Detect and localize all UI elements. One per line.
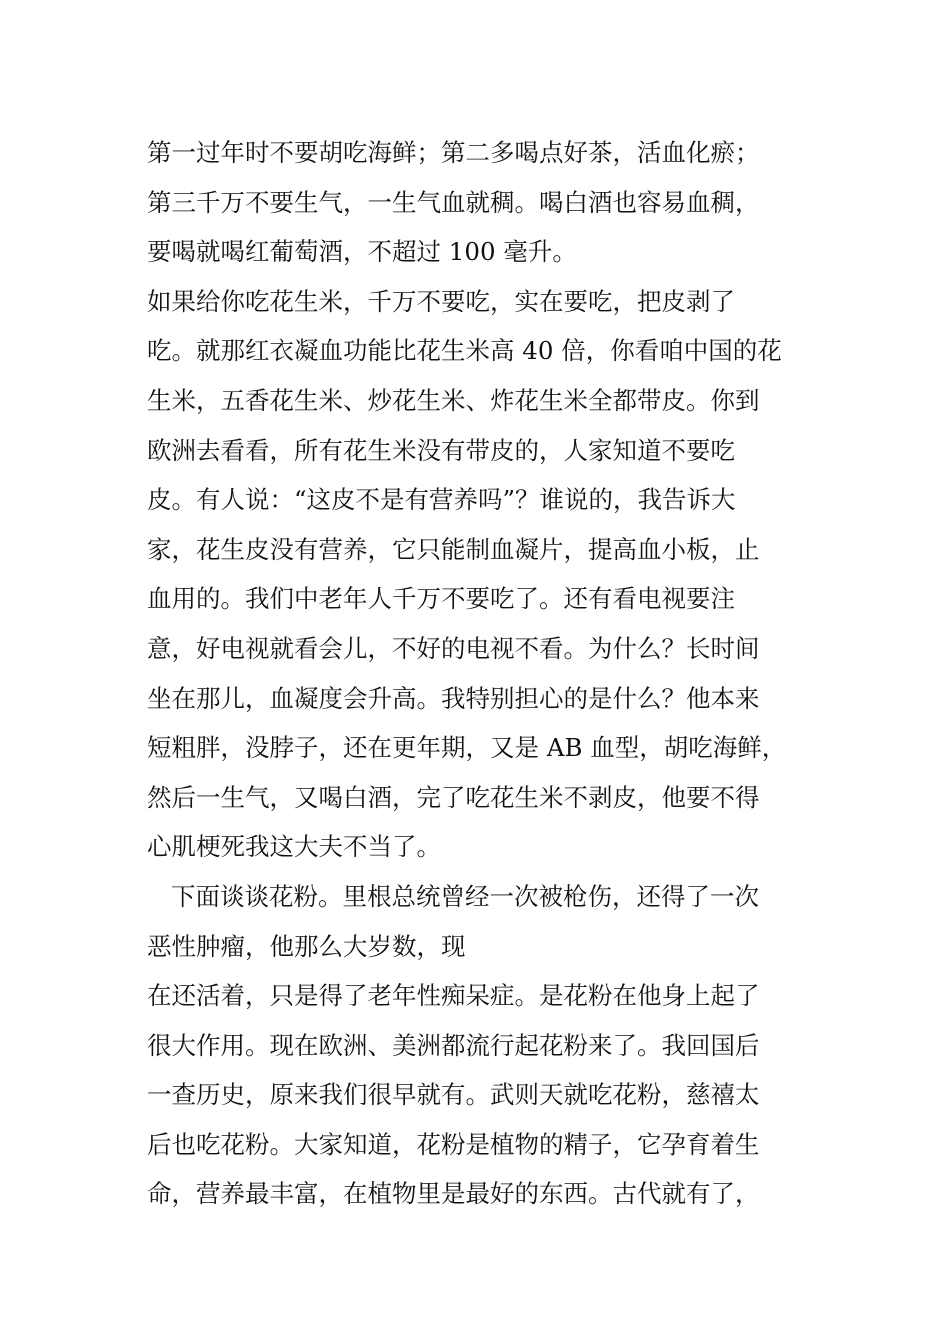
text-line: 吃。就那红衣凝血功能比花生米高 40 倍，你看咱中国的花 [147,336,782,366]
text-line-indented: 下面谈谈花粉。里根总统曾经一次被枪伤，还得了一次 [171,881,759,911]
text-line: 恶性肿瘤，他那么大岁数，现 [147,931,466,961]
text-line: 坐在那儿，血凝度会升高。我特别担心的是什么？他本来 [147,683,760,713]
body-text [147,128,827,1219]
text-line: 短粗胖，没脖子，还在更年期，又是 AB 血型，胡吃海鲜， [147,733,787,763]
text-line: 心肌梗死我这大夫不当了。 [147,832,441,862]
text-line: 然后一生气，又喝白酒，完了吃花生米不剥皮，他要不得 [147,782,760,812]
text-line: 在还活着，只是得了老年性痴呆症。是花粉在他身上起了 [147,981,760,1011]
text-line: 第一过年时不要胡吃海鲜；第二多喝点好茶，活血化瘀； [147,138,760,167]
text-line: 血用的。我们中老年人千万不要吃了。还有看电视要注 [147,584,735,614]
text-line: 欧洲去看看，所有花生米没有带皮的，人家知道不要吃 [147,435,735,465]
text-line: 第三千万不要生气，一生气血就稠。喝白酒也容易血稠， [147,187,760,217]
text-line: 皮。有人说：“这皮不是有营养吗”？谁说的，我告诉大 [147,485,736,515]
text-line: 命，营养最丰富，在植物里是最好的东西。古代就有了， [147,1179,760,1209]
text-line: 如果给你吃花生米，千万不要吃，实在要吃，把皮剥了 [147,286,735,316]
text-line: 要喝就喝红葡萄酒，不超过 100 毫升。 [147,237,577,267]
text-line: 生米，五香花生米、炒花生米、炸花生米全都带皮。你到 [147,385,760,415]
text-line: 很大作用。现在欧洲、美洲都流行起花粉来了。我回国后 [147,1030,760,1060]
text-line: 后也吃花粉。大家知道，花粉是植物的精子，它孕育着生 [147,1129,760,1159]
text-line: 意，好电视就看会儿，不好的电视不看。为什么？长时间 [147,633,760,663]
text-line: 一查历史，原来我们很早就有。武则天就吃花粉，慈禧太 [147,1080,760,1110]
text-line: 家，花生皮没有营养，它只能制血凝片，提高血小板，止 [147,534,760,564]
